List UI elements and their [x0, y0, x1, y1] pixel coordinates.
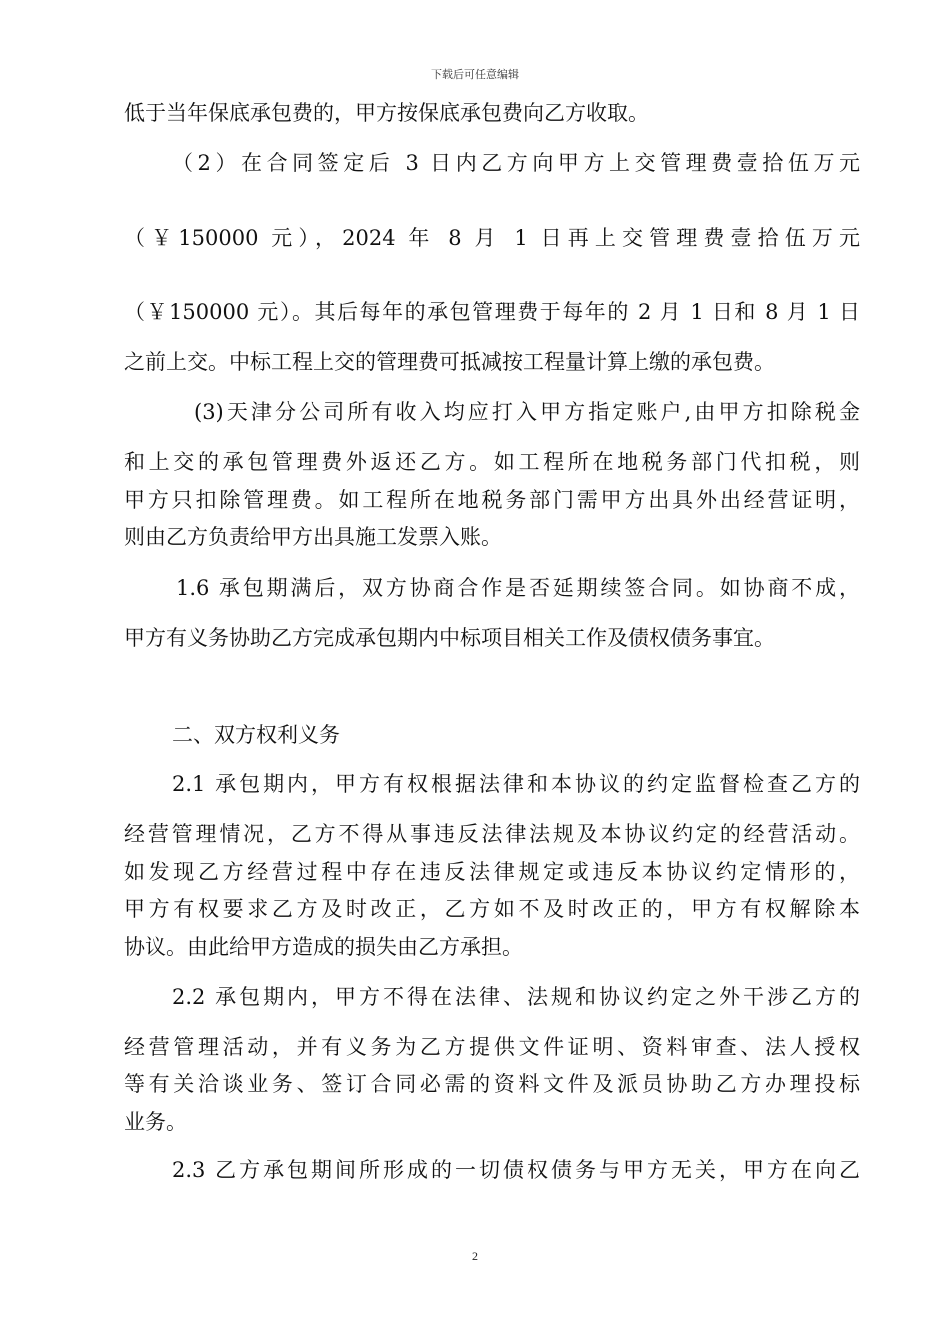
- text-line: 1.6 承包期满后，双方协商合作是否延期续签合同。如协商不成，: [176, 576, 860, 600]
- page-number: 2: [472, 1249, 478, 1263]
- text-line: 之前上交。中标工程上交的管理费可抵减按工程量计算上缴的承包费。: [124, 350, 775, 374]
- text-line: 经营管理活动，并有义务为乙方提供文件证明、资料审查、法人授权: [124, 1035, 860, 1059]
- text-line: 如发现乙方经营过程中存在违反法律规定或违反本协议约定情形的，: [124, 860, 860, 884]
- text-line: 2.3 乙方承包期间所形成的一切债权债务与甲方无关，甲方在向乙: [172, 1158, 860, 1182]
- text-line: 则由乙方负责给甲方出具施工发票入账。: [124, 525, 502, 549]
- text-line: 等有关洽谈业务、签订合同必需的资料文件及派员协助乙方办理投标: [124, 1072, 860, 1096]
- text-line: 业务。: [124, 1110, 187, 1134]
- text-line: 低于当年保底承包费的，甲方按保底承包费向乙方收取。: [124, 101, 649, 125]
- text-line: 经营管理情况，乙方不得从事违反法律法规及本协议约定的经营活动。: [124, 822, 860, 846]
- text-line: 2.1 承包期内，甲方有权根据法律和本协议的约定监督检查乙方的: [172, 772, 860, 796]
- page-header: 下载后可任意编辑: [431, 68, 519, 81]
- text-line: （￥150000 元）。其后每年的承包管理费于每年的 2 月 1 日和 8 月 1 日: [124, 300, 860, 324]
- section-heading: 二、双方权利义务: [172, 723, 340, 747]
- text-line: 2.2 承包期内，甲方不得在法律、法规和协议约定之外干涉乙方的: [172, 985, 860, 1009]
- text-line: (3)天津分公司所有收入均应打入甲方指定账户,由甲方扣除税金: [194, 400, 860, 424]
- text-line: 协议。由此给甲方造成的损失由乙方承担。: [124, 935, 523, 959]
- text-line: 甲方有义务协助乙方完成承包期内中标项目相关工作及债权债务事宜。: [124, 626, 775, 650]
- text-line: 甲方只扣除管理费。如工程所在地税务部门需甲方出具外出经营证明，: [124, 488, 860, 512]
- text-line: （￥150000 元），2024 年 8 月 1 日再上交管理费壹拾伍万元: [124, 226, 860, 250]
- text-line: （2）在合同签定后 3 日内乙方向甲方上交管理费壹拾伍万元: [172, 151, 860, 175]
- text-line: 甲方有权要求乙方及时改正，乙方如不及时改正的，甲方有权解除本: [124, 897, 860, 921]
- text-line: 和上交的承包管理费外返还乙方。如工程所在地税务部门代扣税，则: [124, 450, 860, 474]
